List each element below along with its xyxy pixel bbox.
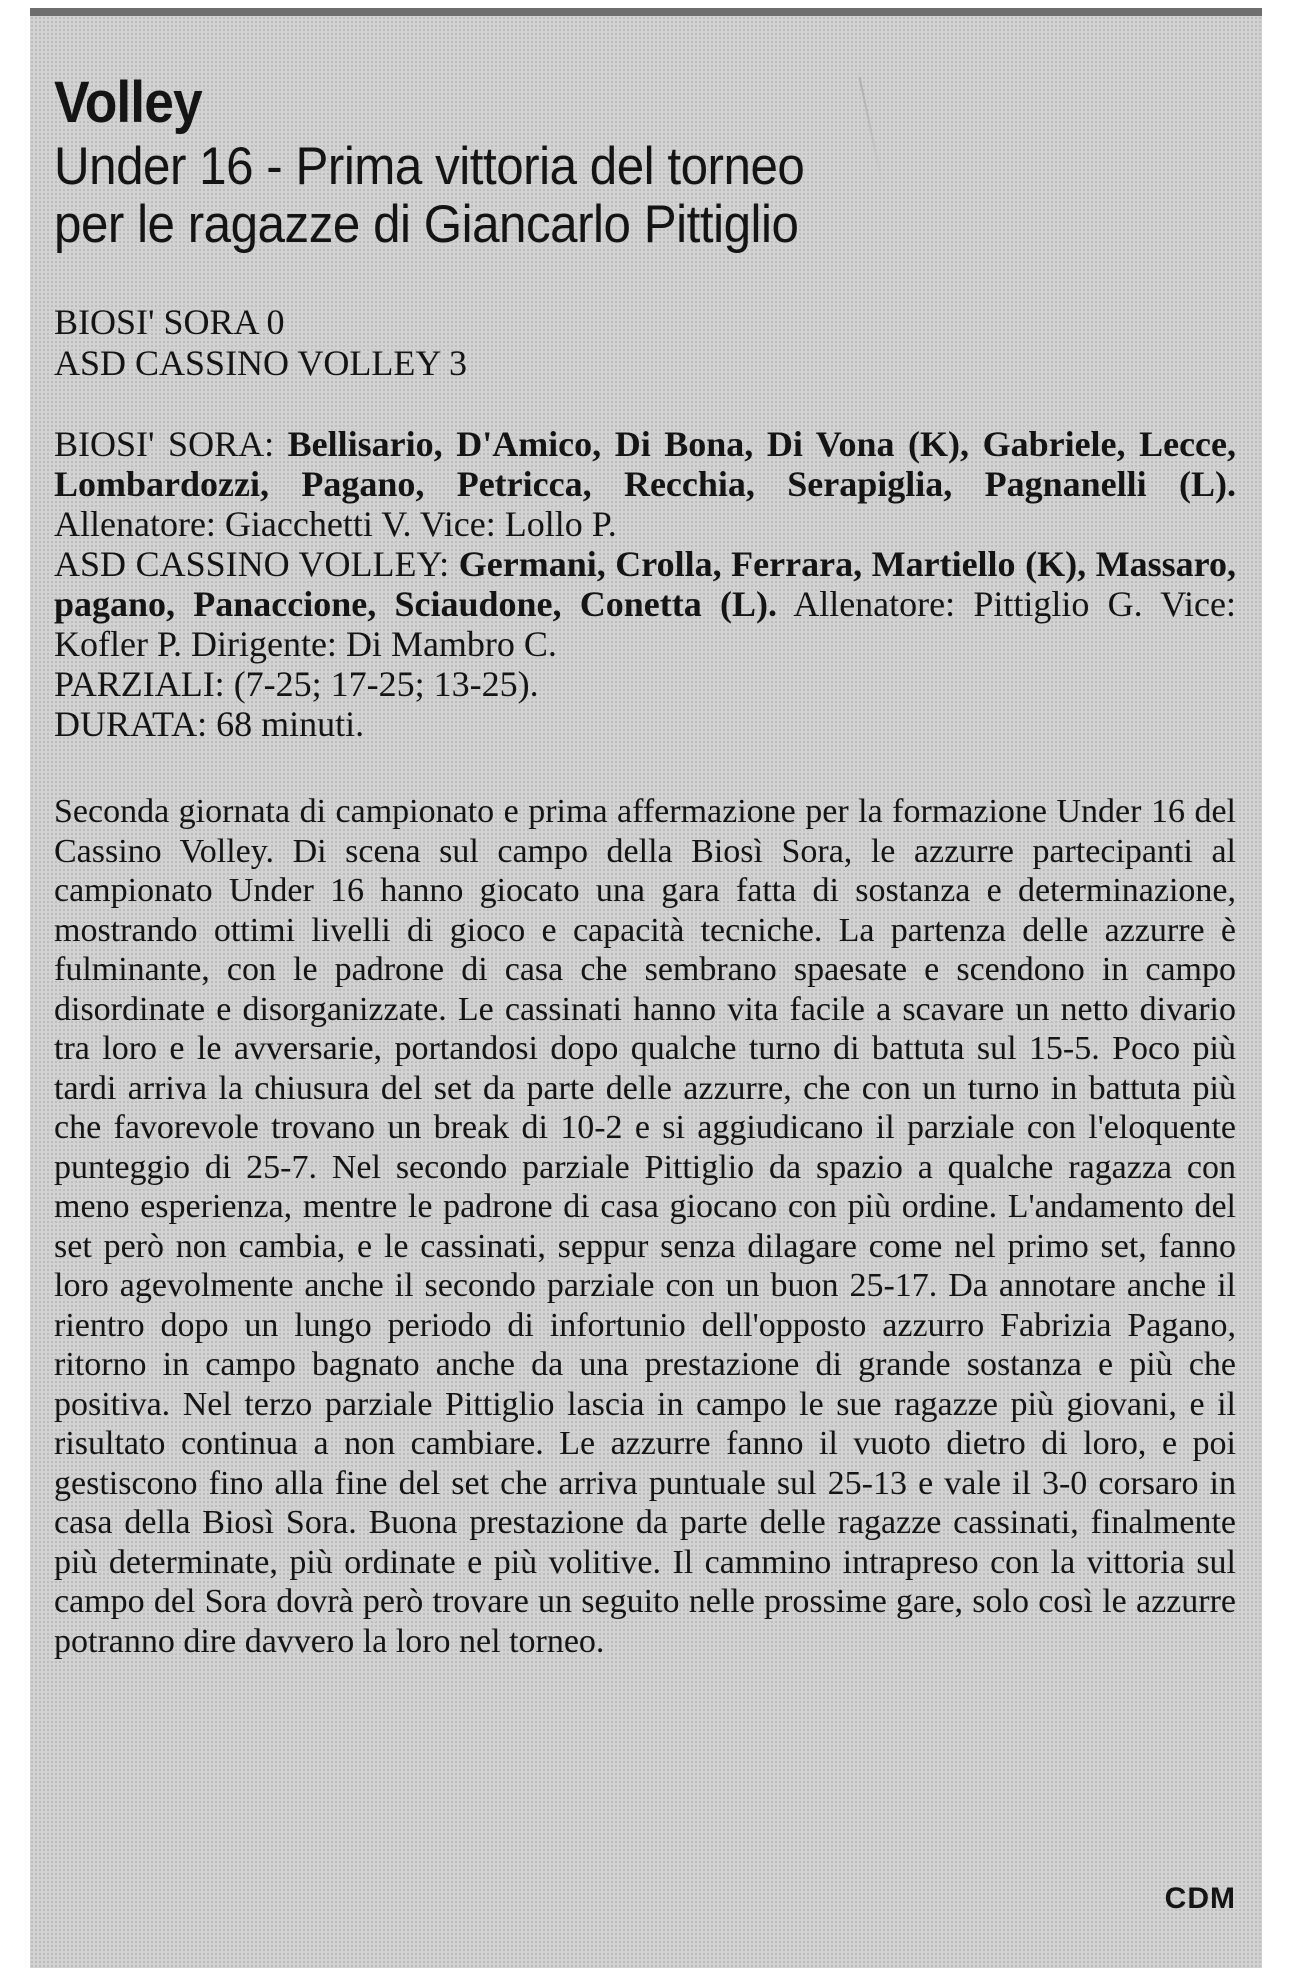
author-signature: CDM [1164,1882,1236,1915]
headline-line-1: Under 16 - Prima vittoria del torneo [54,137,805,196]
home-players: Bellisario, D'Amico, Di Bona, Di Vona (K), Gabriele, Lecce, Lombardozzi, Pagano, Petricca, Recchia, Serapiglia, Pagnanelli (L). [54,424,1237,504]
away-players: Germani, Crolla, Ferrara, Martiello (K), Massaro, pagano, Panaccione, Sciaudone, Conetta (L). [54,544,1236,624]
partials-label: PARZIALI: [54,664,225,704]
duration-line [54,704,1236,744]
away-score: ASD CASSINO VOLLEY 3 [54,343,468,383]
partials-value: (7-25; 17-25; 13-25). [233,664,539,704]
away-staff: Allenatore: Pittiglio G. Vice: Kofler P. Dirigente: Di Mambro C. [54,584,1237,664]
section-label: Volley [54,70,202,135]
newspaper-clipping [30,8,1262,1968]
match-details [54,424,1236,744]
away-team-label: ASD CASSINO VOLLEY: [54,544,450,584]
duration-label: DURATA: [54,704,208,744]
away-roster [54,544,1236,664]
duration-value: 68 minuti. [216,704,365,744]
headline-line-2: per le ragazze di Giancarlo Pittiglio [54,195,799,254]
scoreline [54,302,1236,384]
article-body [54,792,1236,1661]
home-staff: Allenatore: Giacchetti V. Vice: Lollo P. [54,504,617,544]
home-score: BIOSI' SORA 0 [54,302,285,342]
home-roster [54,424,1236,544]
headline [54,138,1153,254]
partials-line [54,664,1236,704]
body-paragraph: Seconda giornata di campionato e prima affermazione per la formazione Under 16 del Cassino Volley. Di scena sul campo della Biosì Sora, le azzurre partecipanti al campionato Under 16 hanno giocato una gara fatta di sostanza e determinazione, mostrando ottimi livelli di gioco e capacità tecniche. La partenza delle azzurre è fulminante, con le padrone di casa che sembrano spaesate e scendono in campo disordinate e disorganizzate. Le cassinati hanno vita facile a scavare un netto divario tra loro e le avversarie, portandosi dopo qualche turno di battuta sul 15-5. Poco più tardi arriva la chiusura del set da parte delle azzurre, che con un turno in battuta più che favorevole trovano un break di 10-2 e si aggiudicano il parziale con l'eloquente punteggio di 25-7. Nel secondo parziale Pittiglio da spazio a qualche ragazza con meno esperienza, mentre le padrone di casa giocano con più ordine. L'andamento del set però non cambia, e le cassinati, seppur senza dilagare come nel primo set, fanno loro agevolmente anche il secondo parziale con un buon 25-17. Da annotare anche il rientro dopo un lungo periodo di infortunio dell'opposto azzurro Fabrizia Pagano, ritorno in campo bagnato anche da una prestazione di grande sostanza e più che positiva. Nel terzo parziale Pittiglio lascia in campo le sue ragazze più giovani, e il risultato continua a non cambiare. Le azzurre fanno il vuoto dietro di loro, e poi gestiscono fino alla fine del set che arriva puntuale sul 25-13 e vale il 3-0 corsaro in casa della Biosì Sora. Buona prestazione da parte delle ragazze cassinati, finalmente più determinate, più ordinate e più volitive. Il cammino intrapreso con la vittoria sul campo del Sora dovrà però trovare un seguito nelle prossime gare, solo così le azzurre potranno dire davvero la loro nel torneo. [54,793,1236,1660]
home-team-label: BIOSI' SORA: [54,424,275,464]
